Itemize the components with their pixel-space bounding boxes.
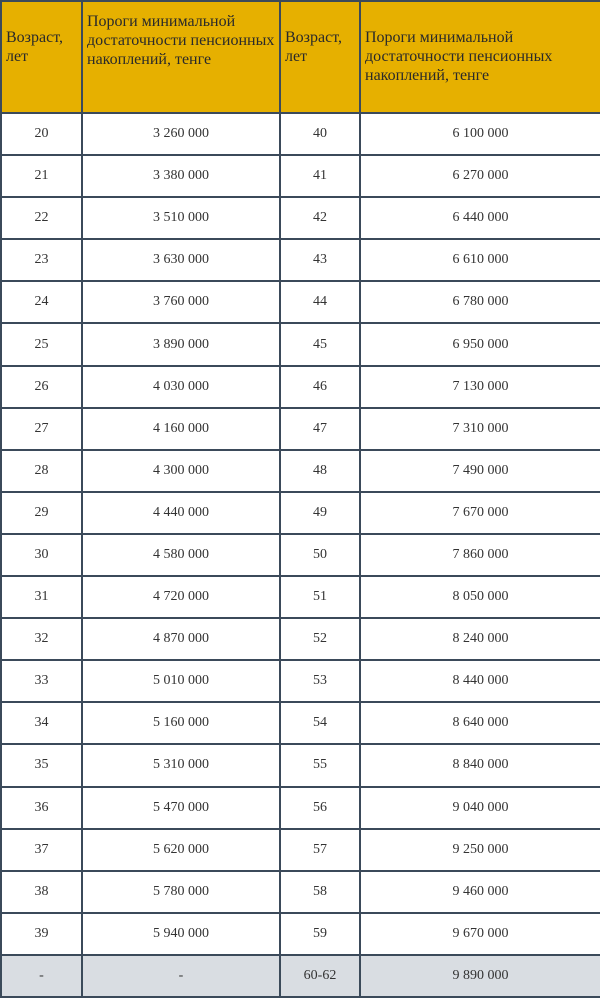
header-threshold-left: Пороги минимальной достаточности пенсионных накоплений, тенге xyxy=(82,1,280,113)
threshold-left-cell: 3 260 000 xyxy=(82,113,280,155)
age-right-cell: 43 xyxy=(280,239,360,281)
table-row xyxy=(1,366,600,408)
age-right-cell: 58 xyxy=(280,871,360,913)
table-row xyxy=(1,239,600,281)
threshold-left-cell: 5 160 000 xyxy=(82,702,280,744)
table-row xyxy=(1,408,600,450)
table-row xyxy=(1,450,600,492)
header-age-left: Возраст, лет xyxy=(1,1,82,113)
age-left-cell: 34 xyxy=(1,702,82,744)
header-row xyxy=(1,1,600,113)
age-right-cell: 46 xyxy=(280,366,360,408)
threshold-right-cell: 8 050 000 xyxy=(360,576,600,618)
threshold-right-cell: 6 270 000 xyxy=(360,155,600,197)
age-left-cell: 33 xyxy=(1,660,82,702)
threshold-left-cell: 4 300 000 xyxy=(82,450,280,492)
age-right-cell: 51 xyxy=(280,576,360,618)
table-row xyxy=(1,534,600,576)
threshold-right-cell: 6 100 000 xyxy=(360,113,600,155)
age-right-cell: 59 xyxy=(280,913,360,955)
age-right-cell: 56 xyxy=(280,787,360,829)
threshold-right-cell: 7 860 000 xyxy=(360,534,600,576)
table-row xyxy=(1,702,600,744)
threshold-right-cell: 9 670 000 xyxy=(360,913,600,955)
table-row xyxy=(1,660,600,702)
table-row xyxy=(1,744,600,786)
age-left-cell: 24 xyxy=(1,281,82,323)
age-left-cell: 20 xyxy=(1,113,82,155)
threshold-left-cell: 3 630 000 xyxy=(82,239,280,281)
table-body xyxy=(1,113,600,997)
age-left-cell: - xyxy=(1,955,82,997)
threshold-right-cell: 6 780 000 xyxy=(360,281,600,323)
threshold-left-cell: 3 760 000 xyxy=(82,281,280,323)
threshold-left-cell: 3 890 000 xyxy=(82,323,280,365)
age-left-cell: 38 xyxy=(1,871,82,913)
table-row xyxy=(1,955,600,997)
age-right-cell: 50 xyxy=(280,534,360,576)
threshold-left-cell: 4 720 000 xyxy=(82,576,280,618)
table-row xyxy=(1,787,600,829)
age-right-cell: 44 xyxy=(280,281,360,323)
threshold-left-cell: 5 780 000 xyxy=(82,871,280,913)
age-right-cell: 57 xyxy=(280,829,360,871)
threshold-left-cell: 5 940 000 xyxy=(82,913,280,955)
age-right-cell: 54 xyxy=(280,702,360,744)
threshold-right-cell: 6 950 000 xyxy=(360,323,600,365)
table-row xyxy=(1,155,600,197)
table-row xyxy=(1,113,600,155)
age-left-cell: 29 xyxy=(1,492,82,534)
table-row xyxy=(1,492,600,534)
threshold-right-cell: 7 670 000 xyxy=(360,492,600,534)
age-right-cell: 60-62 xyxy=(280,955,360,997)
threshold-right-cell: 7 130 000 xyxy=(360,366,600,408)
age-left-cell: 26 xyxy=(1,366,82,408)
table-row xyxy=(1,829,600,871)
table-row xyxy=(1,913,600,955)
threshold-left-cell: 5 470 000 xyxy=(82,787,280,829)
age-left-cell: 37 xyxy=(1,829,82,871)
table-row xyxy=(1,197,600,239)
threshold-left-cell: 5 010 000 xyxy=(82,660,280,702)
table-row xyxy=(1,871,600,913)
age-right-cell: 52 xyxy=(280,618,360,660)
age-left-cell: 36 xyxy=(1,787,82,829)
age-right-cell: 41 xyxy=(280,155,360,197)
table-header xyxy=(1,1,600,113)
threshold-left-cell: 3 510 000 xyxy=(82,197,280,239)
age-left-cell: 22 xyxy=(1,197,82,239)
threshold-right-cell: 9 040 000 xyxy=(360,787,600,829)
threshold-right-cell: 7 490 000 xyxy=(360,450,600,492)
age-left-cell: 23 xyxy=(1,239,82,281)
threshold-right-cell: 9 890 000 xyxy=(360,955,600,997)
age-left-cell: 35 xyxy=(1,744,82,786)
threshold-left-cell: 5 310 000 xyxy=(82,744,280,786)
threshold-left-cell: 5 620 000 xyxy=(82,829,280,871)
age-right-cell: 40 xyxy=(280,113,360,155)
threshold-right-cell: 7 310 000 xyxy=(360,408,600,450)
age-left-cell: 21 xyxy=(1,155,82,197)
header-threshold-right: Пороги минимальной достаточности пенсионных накоплений, тенге xyxy=(360,1,600,113)
age-right-cell: 53 xyxy=(280,660,360,702)
age-right-cell: 55 xyxy=(280,744,360,786)
threshold-left-cell: - xyxy=(82,955,280,997)
age-right-cell: 45 xyxy=(280,323,360,365)
age-right-cell: 48 xyxy=(280,450,360,492)
threshold-right-cell: 8 840 000 xyxy=(360,744,600,786)
threshold-right-cell: 9 460 000 xyxy=(360,871,600,913)
threshold-right-cell: 9 250 000 xyxy=(360,829,600,871)
threshold-right-cell: 8 240 000 xyxy=(360,618,600,660)
threshold-right-cell: 6 440 000 xyxy=(360,197,600,239)
age-left-cell: 30 xyxy=(1,534,82,576)
age-right-cell: 47 xyxy=(280,408,360,450)
age-left-cell: 28 xyxy=(1,450,82,492)
table-row xyxy=(1,281,600,323)
age-right-cell: 49 xyxy=(280,492,360,534)
table-row xyxy=(1,576,600,618)
threshold-left-cell: 4 440 000 xyxy=(82,492,280,534)
table-row xyxy=(1,323,600,365)
threshold-left-cell: 4 870 000 xyxy=(82,618,280,660)
threshold-right-cell: 8 440 000 xyxy=(360,660,600,702)
threshold-left-cell: 4 030 000 xyxy=(82,366,280,408)
table-row xyxy=(1,618,600,660)
age-left-cell: 25 xyxy=(1,323,82,365)
threshold-right-cell: 6 610 000 xyxy=(360,239,600,281)
age-right-cell: 42 xyxy=(280,197,360,239)
age-left-cell: 31 xyxy=(1,576,82,618)
age-left-cell: 32 xyxy=(1,618,82,660)
age-left-cell: 27 xyxy=(1,408,82,450)
header-age-right: Возраст, лет xyxy=(280,1,360,113)
threshold-right-cell: 8 640 000 xyxy=(360,702,600,744)
age-left-cell: 39 xyxy=(1,913,82,955)
threshold-left-cell: 4 580 000 xyxy=(82,534,280,576)
threshold-left-cell: 4 160 000 xyxy=(82,408,280,450)
threshold-left-cell: 3 380 000 xyxy=(82,155,280,197)
